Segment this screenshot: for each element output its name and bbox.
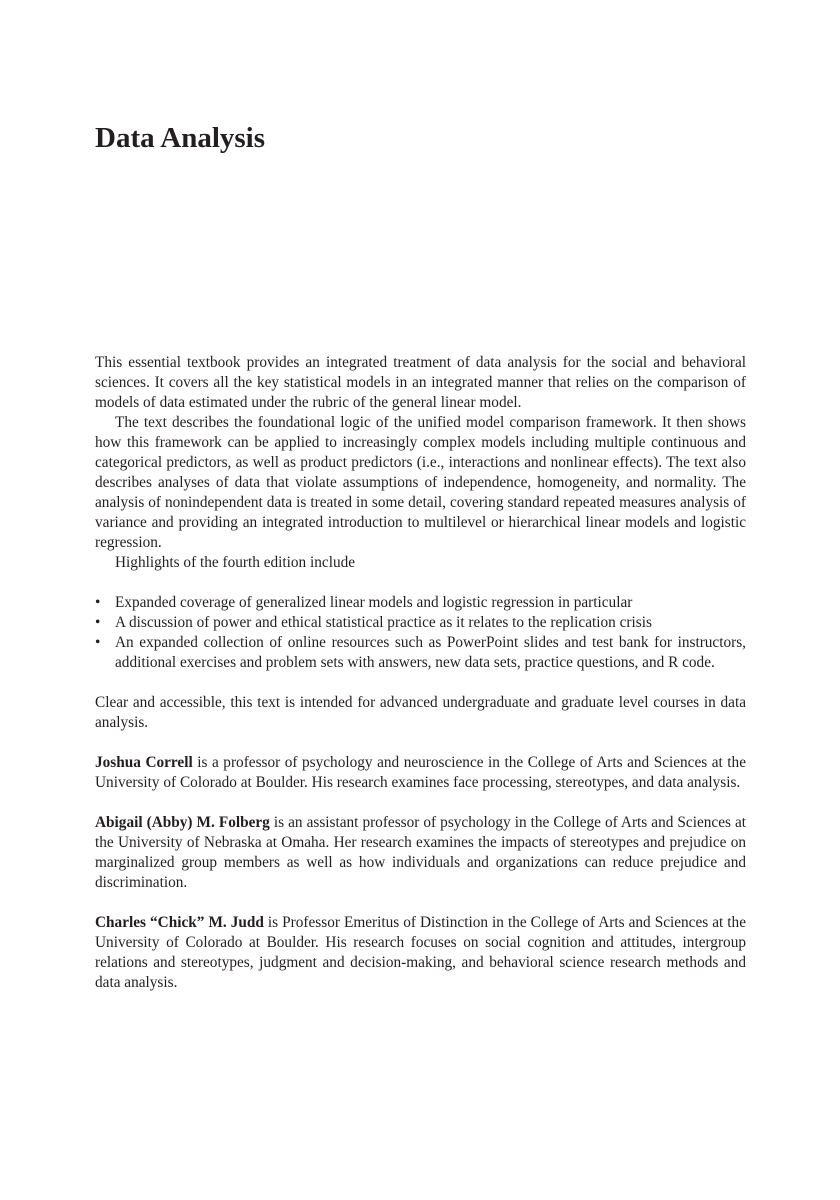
closing-paragraph: Clear and accessible, this text is intended for advanced undergraduate and graduate level courses in data analysis.: [95, 694, 746, 731]
author-bio-correll: [95, 753, 746, 793]
highlights-intro: Highlights of the fourth edition include: [115, 554, 356, 571]
list-item-text: A discussion of power and ethical statistical practice as it relates to the replication crisis: [115, 614, 652, 631]
author-bio-text: is an assistant professor of psychology in the College of Arts and Sciences at the University of Nebraska at Omaha. Her research examines the impacts of stereotypes and prejudice on marginalized group members as well as how individuals and organizations can reduce prejudice and discrimination.: [95, 814, 747, 891]
bullet-icon: •: [95, 634, 101, 651]
author-bio-text: is a professor of psychology and neuroscience in the College of Arts and Sciences at the University of Colorado at Boulder. His research examines face processing, stereotypes, and data analysis.: [95, 754, 746, 791]
author-name: Joshua Correll: [95, 754, 193, 771]
author-name: Abigail (Abby) M. Folberg: [95, 814, 270, 831]
highlights-list: [95, 593, 746, 673]
description-body: [95, 353, 746, 993]
bullet-icon: •: [95, 614, 101, 631]
intro-paragraph-1: This essential textbook provides an integrated treatment of data analysis for the social and behavioral sciences. It covers all the key statistical models in an integrated manner that relies on the comparison of models of data estimated under the rubric of the general linear model.: [95, 354, 746, 411]
list-item: [95, 613, 746, 633]
list-item: [95, 633, 746, 673]
author-name: Charles “Chick” M. Judd: [95, 914, 264, 931]
list-item-text: Expanded coverage of generalized linear models and logistic regression in particular: [115, 594, 633, 611]
list-item-text: An expanded collection of online resources such as PowerPoint slides and test bank for instructors, additional exercises and problem sets with answers, new data sets, practice questions, and R code.: [115, 634, 746, 671]
list-item: [95, 593, 746, 613]
author-bio-judd: [95, 913, 746, 993]
author-bio-text: is Professor Emeritus of Distinction in the College of Arts and Sciences at the University of Colorado at Boulder. His research focuses on social cognition and attitudes, intergroup relations and stereotypes, judgment and decision-making, and behavioral science research methods and data analysis.: [95, 914, 746, 991]
author-bio-folberg: [95, 813, 746, 893]
page-title: Data Analysis: [95, 122, 266, 154]
intro-paragraph-2: The text describes the foundational logic of the unified model comparison framework. It then shows how this framework can be applied to increasingly complex models including multiple continuous and categorical predictors, as well as product predictors (i.e., interactions and nonlinear effects). The text also describes analyses of data that violate assumptions of independence, homogeneity, and normality. The analysis of nonindependent data is treated in some detail, covering standard repeated measures analysis of variance and providing an integrated introduction to multilevel or hierarchical linear models and logistic regression.: [95, 414, 746, 551]
bullet-icon: •: [95, 594, 101, 611]
